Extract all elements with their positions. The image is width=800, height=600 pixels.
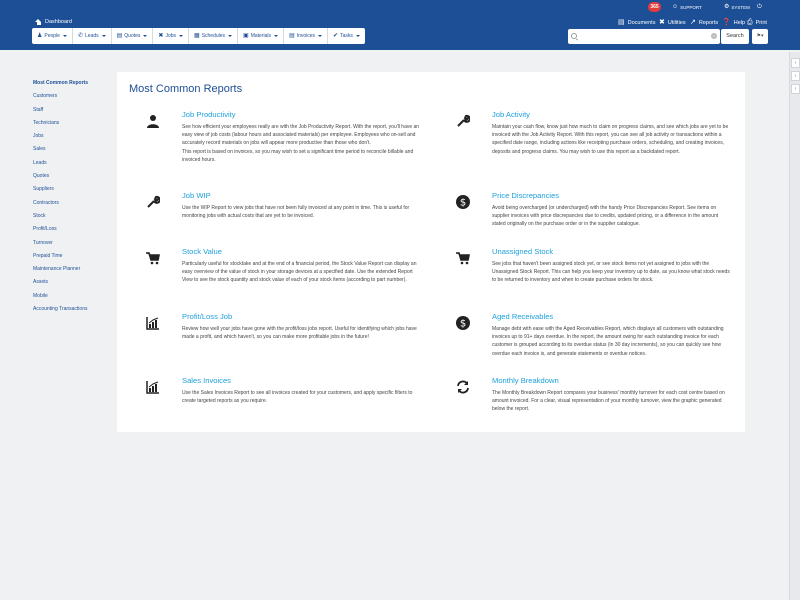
sidebar-item-jobs[interactable]: Jobs bbox=[33, 133, 44, 140]
phone-icon: ✆ bbox=[77, 33, 83, 39]
chart-icon bbox=[146, 380, 160, 394]
report-job-wip bbox=[182, 191, 422, 220]
chevron-down-icon bbox=[179, 35, 183, 37]
dollar-icon bbox=[456, 195, 470, 209]
report-description: Manage debt with ease with the Aged Receivables Report, which displays all customers with outstanding invoices up to 91+ days overdue. In the report, the amount owing for each outstanding invoice for each customer is grouped according to its overdue status (in 30 day increments), so you can quickly see how overdue each invoice is, and generate statements or overdue notices. bbox=[492, 326, 724, 357]
report-aged-receivables bbox=[459, 312, 732, 358]
report-description: Avoid being overcharged (or undercharged) with the handy Price Discrepancies Report. See items on supplier invoices with price discrepancies due to credits, updated pricing, or a difference in the amount stated originally on the purchase order or in the supplier catalogue. bbox=[492, 205, 719, 228]
report-description: Use the Sales Invoices Report to see all invoices created for your customers, and apply specific filters to create targeted reports as you require. bbox=[182, 390, 413, 405]
report-unassigned-stock bbox=[492, 247, 732, 285]
search-box bbox=[568, 29, 720, 44]
sidebar-item-assets[interactable]: Assets bbox=[33, 279, 49, 286]
nav-invoices[interactable] bbox=[284, 28, 328, 44]
top-bar bbox=[0, 0, 800, 50]
cart-icon bbox=[456, 251, 470, 265]
main-nav bbox=[32, 28, 365, 44]
search-icon bbox=[571, 33, 577, 39]
sidebar-item-turnover[interactable]: Turnover bbox=[33, 239, 53, 246]
refresh-icon bbox=[456, 380, 470, 394]
sidebar-item-maintenance-planner[interactable]: Maintenance Planner bbox=[33, 266, 81, 273]
chart-icon bbox=[146, 316, 160, 330]
chevron-down-icon bbox=[143, 35, 147, 37]
report-title[interactable]: Profit/Loss Job bbox=[182, 312, 233, 321]
user-icon: ☺ bbox=[672, 4, 679, 10]
chevron-down-icon bbox=[102, 35, 106, 37]
report-stock-value bbox=[182, 247, 422, 285]
nav-people-label: People bbox=[44, 33, 60, 39]
nav-leads[interactable] bbox=[73, 28, 112, 44]
nav-tasks-label: Tasks bbox=[340, 33, 353, 39]
sidebar-item-technicians[interactable]: Technicians bbox=[33, 119, 60, 126]
edge-button-1[interactable] bbox=[791, 58, 800, 68]
bookmark-button[interactable] bbox=[752, 29, 768, 44]
edge-button-2[interactable] bbox=[791, 71, 800, 81]
chevron-down-icon bbox=[318, 35, 322, 37]
bookmark-icon: ⚑▾ bbox=[756, 33, 764, 39]
search-input[interactable] bbox=[580, 31, 708, 42]
report-price-discrepancies bbox=[459, 191, 732, 229]
report-description: See how efficient your employees really are with the Job Productivity Report. With the report, you'll have an easy view of job costs (labour hours and associated materials) per employee. Employees who on-sell and accurately record materials on jobs will appear more productive than those who don't. bbox=[182, 124, 420, 147]
chevron-down-icon bbox=[356, 35, 360, 37]
svg-text:$: $ bbox=[459, 197, 467, 209]
dashboard-link[interactable] bbox=[35, 19, 72, 25]
report-description: Maintain your cash flow, know just how much to claim on progress claims, and see which jobs are yet to be invoiced with the Job Activity Report. With this report, you can see all job activity or transactions within a specified date range, including actions like receipting purchase orders, scheduling, and creating invoices, deposits and progress claims. You may wish to use this report as a backdated report. bbox=[492, 124, 729, 155]
help-icon: ❓ bbox=[722, 19, 731, 26]
wrench-icon bbox=[146, 195, 160, 209]
chevron-left-icon: ‹ bbox=[794, 86, 797, 92]
support-link[interactable] bbox=[672, 4, 702, 10]
nav-schedules-label: Schedules bbox=[201, 33, 226, 39]
report-job-activity bbox=[492, 110, 732, 156]
documents-label: Documents bbox=[627, 19, 656, 26]
reports-label: Reports bbox=[698, 19, 719, 26]
documents-link[interactable] bbox=[618, 19, 655, 26]
report-profit-loss-job bbox=[182, 312, 422, 341]
edge-button-3[interactable] bbox=[791, 84, 800, 94]
report-description: Use the WIP Report to view jobs that have not been fully invoiced at any point in time. This is useful for monitoring jobs with actual costs that are yet to be invoiced. bbox=[182, 205, 410, 220]
nav-tasks[interactable] bbox=[328, 28, 365, 44]
chevron-left-icon: ‹ bbox=[794, 73, 797, 79]
nav-materials-label: Materials bbox=[250, 33, 272, 39]
sidebar-item-stock[interactable]: Stock bbox=[33, 212, 46, 219]
help-label: Help bbox=[733, 19, 746, 26]
chevron-down-icon bbox=[228, 35, 232, 37]
check-icon: ✔ bbox=[333, 33, 339, 39]
report-title[interactable]: Monthly Breakdown bbox=[492, 376, 559, 385]
nav-schedules[interactable] bbox=[189, 28, 238, 44]
report-description: Particularly useful for stocktake and at the end of a financial period, the Stock Value Report can display an easy overview of the value of stock in your storage devices at a specified date. Use the extended Report View to see the stock quantity and stock value of each of your stock items (according to part number). bbox=[182, 261, 417, 284]
report-description: Review how well your jobs have gone with the profit/loss jobs report. Useful for identifying which jobs have made a profit, and which haven't, so you can make more profitable jobs in the future! bbox=[182, 326, 417, 341]
quote-icon: ▤ bbox=[116, 33, 123, 39]
report-title[interactable]: Job Activity bbox=[492, 110, 530, 119]
wrench-icon bbox=[456, 114, 470, 128]
page-title: Most Common Reports bbox=[129, 83, 243, 95]
system-link[interactable] bbox=[724, 4, 750, 10]
report-job-productivity bbox=[182, 110, 422, 164]
reports-panel bbox=[117, 72, 745, 432]
notification-badge[interactable]: 365 bbox=[648, 2, 661, 12]
sidebar-item-prepaid-time[interactable]: Prepaid Time bbox=[33, 252, 63, 259]
report-title[interactable]: Unassigned Stock bbox=[492, 247, 554, 256]
sidebar bbox=[33, 80, 113, 319]
sidebar-item-quotes[interactable]: Quotes bbox=[33, 173, 50, 180]
clear-icon[interactable]: × bbox=[712, 33, 716, 38]
sidebar-item-leads[interactable]: Leads bbox=[33, 159, 47, 166]
people-icon: ♟ bbox=[37, 33, 43, 39]
nav-leads-label: Leads bbox=[85, 33, 99, 39]
support-label: SUPPORT bbox=[680, 4, 702, 10]
utilities-link[interactable] bbox=[659, 19, 686, 26]
sidebar-item-contractors[interactable]: Contractors bbox=[33, 199, 59, 206]
dollar-icon bbox=[456, 316, 470, 330]
sidebar-item-accounting-transactions[interactable]: Accounting Transactions bbox=[33, 306, 88, 313]
dashboard-label: Dashboard bbox=[45, 19, 72, 25]
help-link[interactable] bbox=[722, 19, 745, 26]
sidebar-item-most-common-reports[interactable]: Most Common Reports bbox=[33, 80, 88, 86]
cart-icon bbox=[146, 251, 160, 265]
invoice-icon: ▤ bbox=[289, 33, 295, 39]
report-title[interactable]: Price Discrepancies bbox=[492, 191, 560, 200]
reports-link[interactable] bbox=[690, 19, 718, 26]
report-description: The Monthly Breakdown Report compares your business' monthly turnover for each cost centre based on amount invoiced. For a clear, visual representation of your monthly turnover, view the graphic generated below the report. bbox=[492, 390, 725, 413]
nav-people[interactable] bbox=[32, 28, 73, 44]
sidebar-item-staff[interactable]: Staff bbox=[33, 106, 44, 113]
wrench-icon: ✖ bbox=[659, 19, 665, 26]
gear-icon: ⚙ bbox=[724, 4, 730, 10]
power-icon: ⏻ bbox=[757, 4, 762, 10]
sidebar-item-sales[interactable]: Sales bbox=[33, 146, 46, 153]
svg-text:$: $ bbox=[459, 318, 467, 330]
report-title[interactable]: Sales Invoices bbox=[182, 376, 231, 385]
report-title[interactable]: Job Productivity bbox=[182, 110, 236, 119]
chevron-down-icon bbox=[274, 35, 278, 37]
report-monthly-breakdown bbox=[492, 376, 732, 414]
nav-quotes-label: Quotes bbox=[124, 33, 141, 39]
nav-quotes[interactable] bbox=[112, 28, 154, 44]
search-button[interactable]: Search bbox=[721, 29, 749, 44]
logout-button[interactable] bbox=[757, 4, 762, 10]
report-sales-invoices bbox=[182, 376, 422, 405]
nav-invoices-label: Invoices bbox=[296, 33, 316, 39]
report-description-note: This report is based on invoices, so you may wish to set a significant time period to reconcile billable and invoiced hours. bbox=[182, 148, 414, 163]
report-title[interactable]: Stock Value bbox=[182, 247, 222, 256]
nav-materials[interactable] bbox=[238, 28, 284, 44]
calendar-icon: ▦ bbox=[194, 33, 200, 39]
chevron-left-icon: ‹ bbox=[794, 60, 797, 66]
print-icon: ⎙ bbox=[747, 19, 753, 26]
report-title[interactable]: Aged Receivables bbox=[492, 312, 554, 321]
right-edge-panel bbox=[789, 52, 800, 600]
home-icon bbox=[35, 19, 42, 25]
wrench-icon: ✖ bbox=[158, 33, 164, 39]
nav-jobs[interactable] bbox=[153, 28, 189, 44]
print-label: Print bbox=[755, 19, 767, 26]
nav-jobs-label: Jobs bbox=[165, 33, 177, 39]
utilities-label: Utilities bbox=[667, 19, 686, 26]
sidebar-item-mobile[interactable]: Mobile bbox=[33, 292, 48, 299]
report-title[interactable]: Job WIP bbox=[182, 191, 211, 200]
sidebar-item-customers[interactable]: Customers bbox=[33, 93, 58, 100]
sidebar-item-suppliers[interactable]: Suppliers bbox=[33, 186, 54, 193]
print-link[interactable] bbox=[747, 19, 767, 26]
document-icon: ▤ bbox=[618, 19, 625, 26]
user-icon bbox=[146, 114, 160, 128]
system-label: SYSTEM bbox=[731, 4, 750, 10]
box-icon: ▣ bbox=[243, 33, 249, 39]
chevron-down-icon bbox=[63, 35, 67, 37]
sidebar-item-profit-loss[interactable]: Profit/Loss bbox=[33, 226, 57, 233]
report-description: See jobs that haven't been assigned stock yet, or see stock items not yet assigned to jobs with the Unassigned Stock Report. This can help you keep your inventory up to date, as you know what stock needs to be returned to inventory and when to create purchase orders for stock. bbox=[492, 261, 730, 284]
chart-icon: ↗ bbox=[690, 19, 696, 26]
